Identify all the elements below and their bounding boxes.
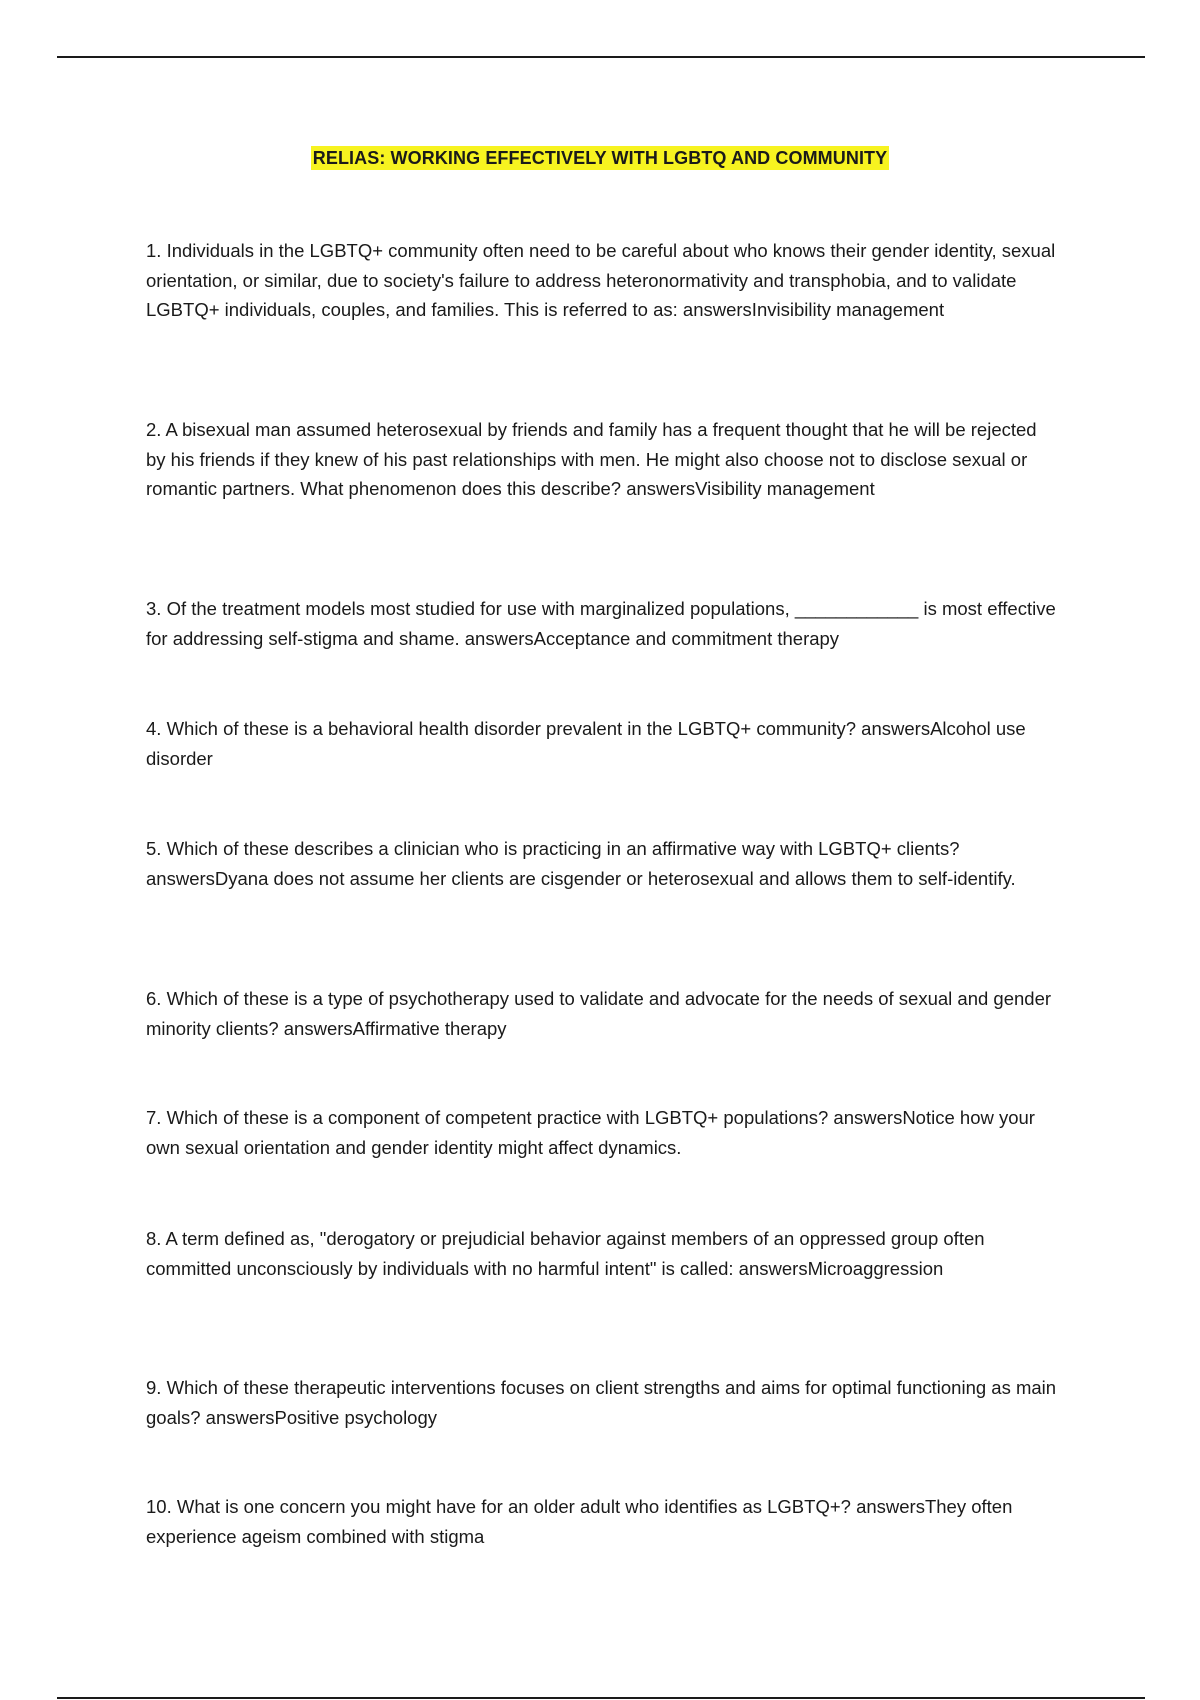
question-item-4: 4. Which of these is a behavioral health disorder prevalent in the LGBTQ+ community? answersAlcohol use disorder: [146, 718, 1026, 769]
question-item-8: 8. A term defined as, "derogatory or prejudicial behavior against members of an oppressed group often committed unconsciously by individuals with no harmful intent" is called: answersMicroaggression: [146, 1228, 985, 1279]
question-item-9: 9. Which of these therapeutic interventions focuses on client strengths and aims for optimal functioning as main goals? answersPositive psychology: [146, 1377, 1057, 1428]
document-title: RELIAS: WORKING EFFECTIVELY WITH LGBTQ AND COMMUNITY: [312, 148, 888, 168]
question-item-7: 7. Which of these is a component of competent practice with LGBTQ+ populations? answersNotice how your own sexual orientation and gender identity might affect dynamics.: [146, 1107, 1035, 1158]
question-item-6: 6. Which of these is a type of psychotherapy used to validate and advocate for the needs of sexual and gender minority clients? answersAffirmative therapy: [146, 988, 1052, 1039]
title-container: [0, 146, 1200, 170]
question-item-10: 10. What is one concern you might have for an older adult who identifies as LGBTQ+? answersThey often experience ageism combined with stigma: [146, 1496, 1013, 1547]
question-item-3: 3. Of the treatment models most studied for use with marginalized populations, ____________ is most effective for addressing self-stigma and shame. answersAcceptance and commitment therapy: [146, 598, 1056, 649]
question-item-2: 2. A bisexual man assumed heterosexual by friends and family has a frequent thought that he will be rejected by his friends if they knew of his past relationships with men. He might also choose not to disclose sexual or romantic partners. What phenomenon does this describe? answersVisibility management: [146, 419, 1037, 499]
header-rule: [57, 56, 1145, 58]
question-item-1: 1. Individuals in the LGBTQ+ community often need to be careful about who knows their gender identity, sexual orientation, or similar, due to society's failure to address heteronormativity and transphobia, and to validate LGBTQ+ individuals, couples, and families. This is referred to as: answersInvisibility management: [146, 240, 1056, 320]
footer-rule: [57, 1697, 1145, 1699]
question-item-5: 5. Which of these describes a clinician who is practicing in an affirmative way with LGBTQ+ clients? answersDyana does not assume her clients are cisgender or heterosexual and allows them to self-identify.: [146, 838, 1016, 889]
